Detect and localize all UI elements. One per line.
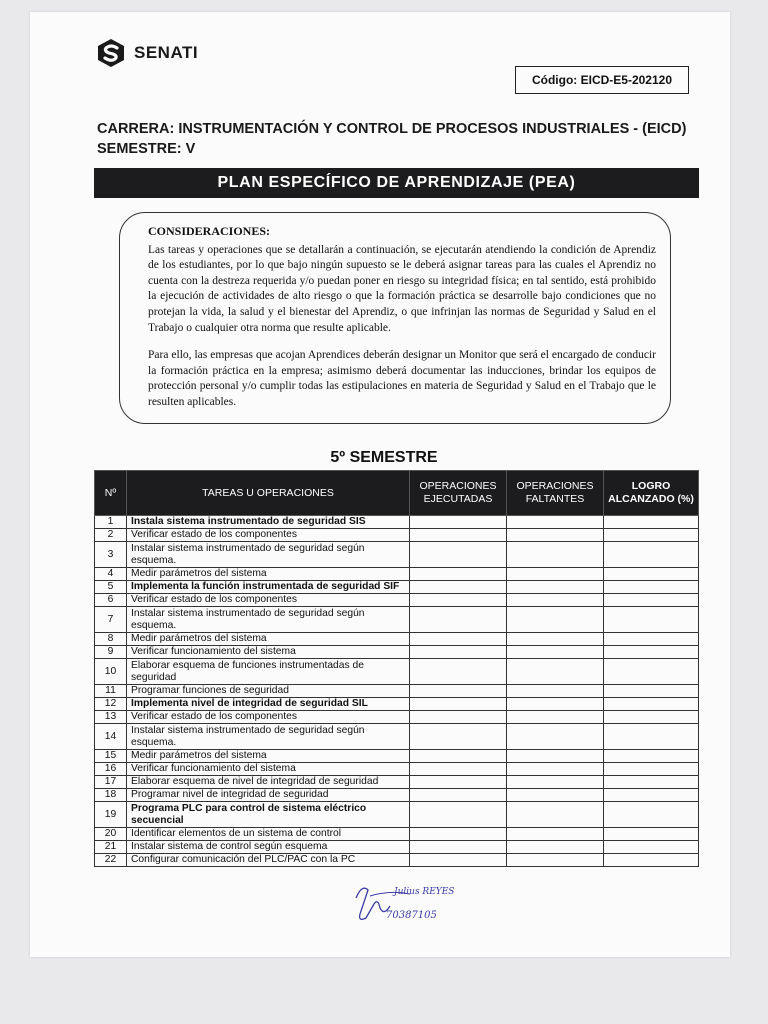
row-missing-cell	[507, 828, 604, 841]
row-missing-cell	[507, 698, 604, 711]
row-task: Medir parámetros del sistema	[127, 568, 410, 581]
row-number: 14	[95, 724, 127, 750]
row-achievement-cell	[604, 802, 699, 828]
semester-label: SEMESTRE: V	[97, 141, 196, 157]
table-row	[95, 516, 699, 529]
row-missing-cell	[507, 841, 604, 854]
row-number: 13	[95, 711, 127, 724]
row-achievement-cell	[604, 607, 699, 633]
row-achievement-cell	[604, 698, 699, 711]
row-number: 5	[95, 581, 127, 594]
table-row	[95, 724, 699, 750]
table-row	[95, 854, 699, 867]
row-missing-cell	[507, 529, 604, 542]
row-missing-cell	[507, 685, 604, 698]
table-row	[95, 607, 699, 633]
row-missing-cell	[507, 646, 604, 659]
row-missing-cell	[507, 789, 604, 802]
document-code: Código: EICD-E5-202120	[515, 66, 689, 94]
row-achievement-cell	[604, 646, 699, 659]
svg-text:70387105: 70387105	[386, 910, 437, 921]
row-missing-cell	[507, 607, 604, 633]
row-achievement-cell	[604, 724, 699, 750]
table-row	[95, 802, 699, 828]
handwritten-signature	[350, 880, 470, 930]
row-achievement-cell	[604, 776, 699, 789]
row-number: 1	[95, 516, 127, 529]
table-row	[95, 646, 699, 659]
row-achievement-cell	[604, 750, 699, 763]
table-row	[95, 828, 699, 841]
row-executed-cell	[410, 607, 507, 633]
table-row	[95, 659, 699, 685]
row-task: Medir parámetros del sistema	[127, 633, 410, 646]
row-executed-cell	[410, 633, 507, 646]
row-task: Identificar elementos de un sistema de control	[127, 828, 410, 841]
row-executed-cell	[410, 776, 507, 789]
row-number: 22	[95, 854, 127, 867]
row-task: Instalar sistema de control según esquema	[127, 841, 410, 854]
row-missing-cell	[507, 776, 604, 789]
row-achievement-cell	[604, 763, 699, 776]
row-executed-cell	[410, 646, 507, 659]
row-missing-cell	[507, 724, 604, 750]
considerations-box	[119, 212, 671, 424]
row-missing-cell	[507, 542, 604, 568]
row-missing-cell	[507, 711, 604, 724]
considerations-paragraph-2: Para ello, las empresas que acojan Aprendices deberán designar un Monitor que será el encargado de conducir la formación práctica en la empresa; asimismo deberá documentar las inducciones, brindar los equipos de protección personal y/o cumplir todas las estipulaciones en materia de Seguridad y Salud en el Trabajo que le resulten aplicables.	[148, 349, 656, 408]
row-number: 7	[95, 607, 127, 633]
table-row	[95, 581, 699, 594]
row-task: Verificar funcionamiento del sistema	[127, 646, 410, 659]
row-number: 17	[95, 776, 127, 789]
header-number: Nº	[95, 471, 127, 516]
row-executed-cell	[410, 529, 507, 542]
row-missing-cell	[507, 659, 604, 685]
table-row	[95, 763, 699, 776]
row-achievement-cell	[604, 594, 699, 607]
row-task: Programa PLC para control de sistema eléctrico secuencial	[127, 802, 410, 828]
row-achievement-cell	[604, 659, 699, 685]
row-missing-cell	[507, 594, 604, 607]
row-missing-cell	[507, 581, 604, 594]
table-row	[95, 633, 699, 646]
table-header-row	[95, 471, 699, 516]
header-missing: OPERACIONES FALTANTES	[507, 471, 604, 516]
row-achievement-cell	[604, 516, 699, 529]
table-row	[95, 529, 699, 542]
row-number: 15	[95, 750, 127, 763]
row-number: 21	[95, 841, 127, 854]
row-task: Instalar sistema instrumentado de seguridad según esquema.	[127, 607, 410, 633]
row-executed-cell	[410, 763, 507, 776]
table-row	[95, 542, 699, 568]
row-executed-cell	[410, 789, 507, 802]
row-executed-cell	[410, 841, 507, 854]
row-number: 3	[95, 542, 127, 568]
row-executed-cell	[410, 698, 507, 711]
table-row	[95, 776, 699, 789]
header-tasks: TAREAS U OPERACIONES	[127, 471, 410, 516]
table-row	[95, 750, 699, 763]
row-executed-cell	[410, 516, 507, 529]
row-achievement-cell	[604, 711, 699, 724]
row-task: Programar nivel de integridad de seguridad	[127, 789, 410, 802]
svg-text:Julius REYES: Julius REYES	[394, 887, 455, 897]
row-achievement-cell	[604, 789, 699, 802]
row-executed-cell	[410, 542, 507, 568]
row-achievement-cell	[604, 685, 699, 698]
table-row	[95, 841, 699, 854]
row-missing-cell	[507, 516, 604, 529]
header-achievement: LOGRO ALCANZADO (%)	[604, 471, 699, 516]
header-executed: OPERACIONES EJECUTADAS	[410, 471, 507, 516]
senati-logo	[96, 38, 198, 68]
row-executed-cell	[410, 802, 507, 828]
row-task: Instala sistema instrumentado de seguridad SIS	[127, 516, 410, 529]
semester-title: 5º SEMESTRE	[330, 449, 438, 466]
table-row	[95, 594, 699, 607]
row-achievement-cell	[604, 542, 699, 568]
row-executed-cell	[410, 750, 507, 763]
row-number: 6	[95, 594, 127, 607]
row-executed-cell	[410, 685, 507, 698]
plan-title-banner: PLAN ESPECÍFICO DE APRENDIZAJE (PEA)	[94, 168, 699, 198]
row-executed-cell	[410, 828, 507, 841]
row-achievement-cell	[604, 581, 699, 594]
row-number: 8	[95, 633, 127, 646]
row-number: 19	[95, 802, 127, 828]
row-number: 20	[95, 828, 127, 841]
row-number: 18	[95, 789, 127, 802]
row-executed-cell	[410, 594, 507, 607]
row-missing-cell	[507, 568, 604, 581]
row-achievement-cell	[604, 529, 699, 542]
row-task: Configurar comunicación del PLC/PAC con la PC	[127, 854, 410, 867]
table-body	[95, 516, 699, 867]
row-number: 11	[95, 685, 127, 698]
row-task: Implementa la función instrumentada de seguridad SIF	[127, 581, 410, 594]
career-name: CARRERA: INSTRUMENTACIÓN Y CONTROL DE PROCESOS INDUSTRIALES - (EICD)	[97, 121, 687, 137]
row-executed-cell	[410, 581, 507, 594]
senati-logo-icon	[96, 38, 126, 68]
row-task: Verificar estado de los componentes	[127, 711, 410, 724]
row-missing-cell	[507, 633, 604, 646]
table-row	[95, 685, 699, 698]
row-achievement-cell	[604, 568, 699, 581]
tasks-table	[94, 470, 699, 867]
table-row	[95, 789, 699, 802]
row-number: 12	[95, 698, 127, 711]
row-task: Implementa nivel de integridad de seguridad SIL	[127, 698, 410, 711]
row-task: Verificar funcionamiento del sistema	[127, 763, 410, 776]
row-task: Instalar sistema instrumentado de seguridad según esquema.	[127, 542, 410, 568]
row-executed-cell	[410, 659, 507, 685]
row-missing-cell	[507, 763, 604, 776]
row-task: Medir parámetros del sistema	[127, 750, 410, 763]
row-number: 4	[95, 568, 127, 581]
row-achievement-cell	[604, 633, 699, 646]
considerations-paragraph-1: Las tareas y operaciones que se detallarán a continuación, se ejecutarán atendiendo la condición de Aprendiz de los estudiantes, por lo que bajo ningún supuesto se le deberá asignar tareas para las cuales el Aprendiz no cuenta con la destreza requerida y/o puedan poner en riesgo su integridad física; en tal sentido, está prohibido la ejecución de actividades de alto riesgo o que la formación práctica se desarrolle bajo condiciones que no protejan la vida, la salud y el bienestar del Aprendiz, o que infrinjan las normas de Seguridad y Salud en el Trabajo o cualquier otra norma que resulte aplicable.	[148, 243, 656, 334]
table-row	[95, 568, 699, 581]
considerations-heading: CONSIDERACIONES:	[148, 224, 271, 238]
table-row	[95, 711, 699, 724]
career-heading	[97, 119, 686, 159]
row-task: Verificar estado de los componentes	[127, 594, 410, 607]
row-number: 9	[95, 646, 127, 659]
row-task: Elaborar esquema de nivel de integridad de seguridad	[127, 776, 410, 789]
row-missing-cell	[507, 750, 604, 763]
row-task: Instalar sistema instrumentado de seguridad según esquema.	[127, 724, 410, 750]
row-achievement-cell	[604, 841, 699, 854]
row-number: 16	[95, 763, 127, 776]
row-task: Verificar estado de los componentes	[127, 529, 410, 542]
row-achievement-cell	[604, 828, 699, 841]
row-executed-cell	[410, 724, 507, 750]
row-number: 10	[95, 659, 127, 685]
row-missing-cell	[507, 802, 604, 828]
row-task: Elaborar esquema de funciones instrumentadas de seguridad	[127, 659, 410, 685]
row-executed-cell	[410, 854, 507, 867]
table-row	[95, 698, 699, 711]
row-executed-cell	[410, 568, 507, 581]
logo-text: SENATI	[134, 43, 199, 62]
row-missing-cell	[507, 854, 604, 867]
row-achievement-cell	[604, 854, 699, 867]
row-executed-cell	[410, 711, 507, 724]
row-task: Programar funciones de seguridad	[127, 685, 410, 698]
row-number: 2	[95, 529, 127, 542]
